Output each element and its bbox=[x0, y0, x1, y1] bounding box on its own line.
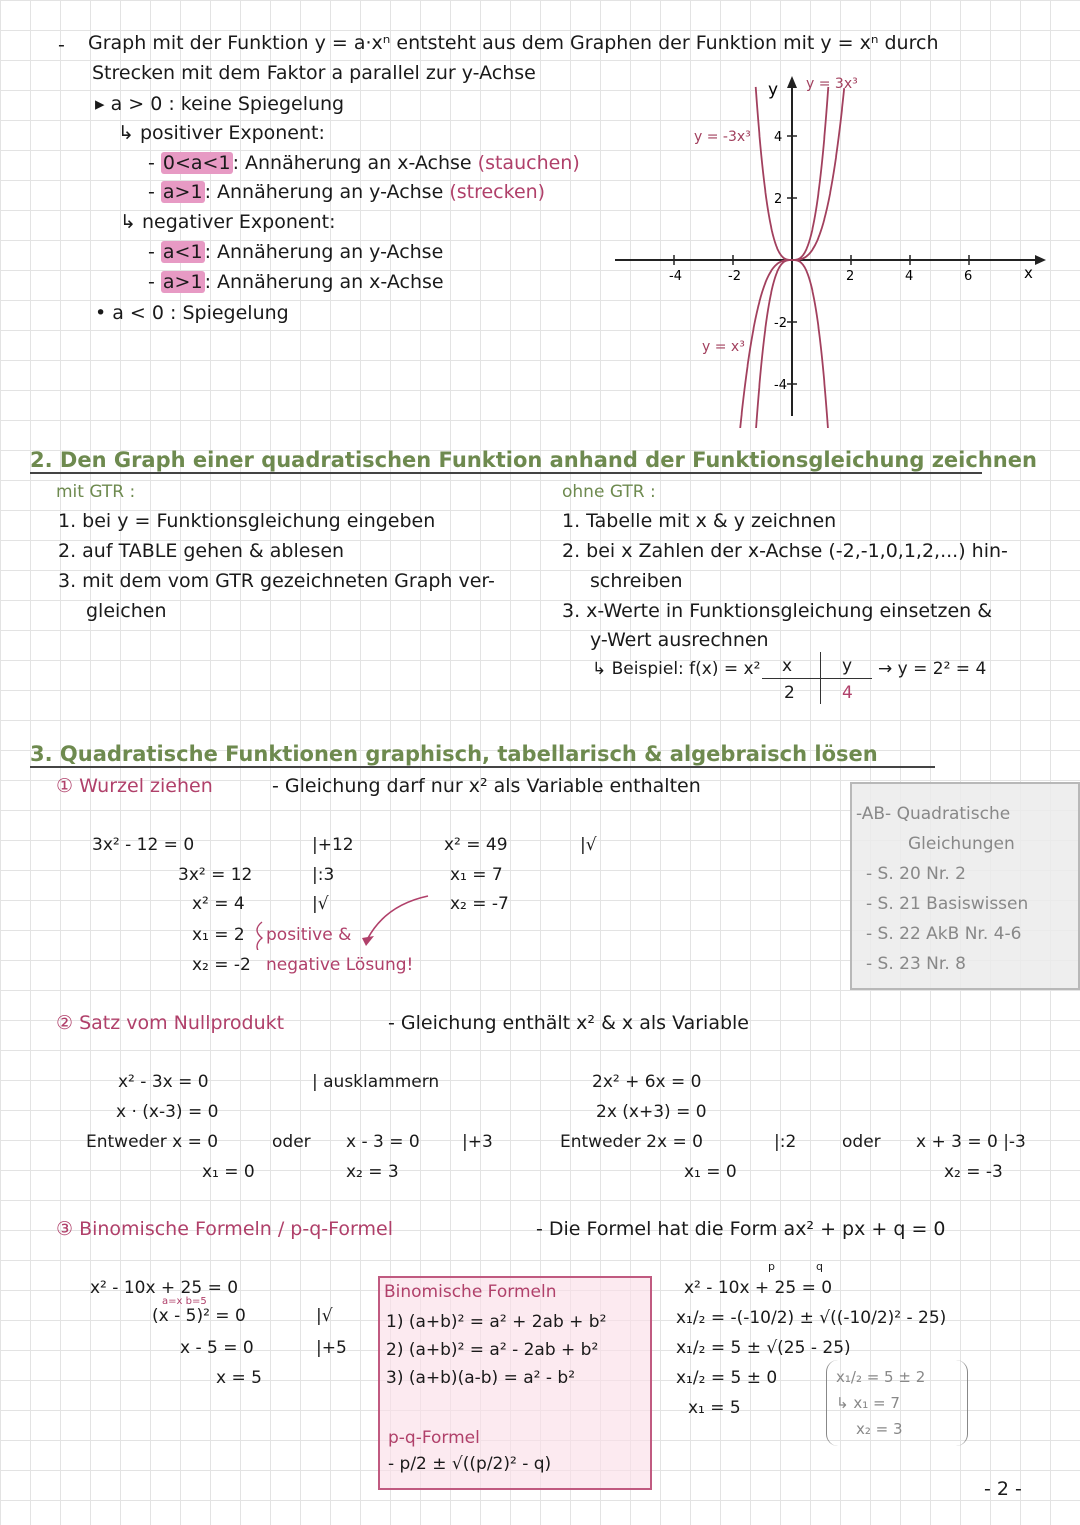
y-tick-label: -2 bbox=[774, 316, 787, 331]
m2-right-or: oder bbox=[842, 1132, 881, 1152]
m1-eq-2: 3x² = 12 bbox=[178, 865, 253, 885]
gtr-step-3: 3. mit dem vom GTR gezeichneten Graph ver- bbox=[58, 570, 495, 592]
m3-left-1: x² - 10x + 25 = 0 bbox=[90, 1278, 239, 1298]
table-value-y: 4 bbox=[842, 683, 853, 703]
m3-left-ab: a=x b=5 bbox=[162, 1296, 207, 1307]
m2-left-1: x² - 3x = 0 bbox=[118, 1072, 209, 1092]
table-header-y: y bbox=[842, 656, 853, 676]
ab-box-line-1: -AB- Quadratische bbox=[856, 804, 1011, 824]
m3-left-4: x = 5 bbox=[216, 1368, 262, 1388]
manual-step-2: 2. bei x Zahlen der x-Achse (-2,-1,0,1,2,...) hin- bbox=[562, 540, 1008, 562]
m1-arrow bbox=[250, 890, 450, 950]
method-2-title: ② Satz vom Nullprodukt bbox=[56, 1012, 285, 1034]
y-tick-label: -4 bbox=[774, 378, 787, 393]
gtr-step-1: 1. bei y = Funktionsgleichung eingeben bbox=[58, 510, 436, 532]
m3-bracket-1: x₁/₂ = 5 ± 2 bbox=[836, 1368, 926, 1386]
manual-step-1: 1. Tabelle mit x & y zeichnen bbox=[562, 510, 837, 532]
method-3-title: ③ Binomische Formeln / p-q-Formel bbox=[56, 1218, 393, 1240]
mit-gtr-heading: mit GTR : bbox=[56, 482, 136, 502]
cubic-function-graph bbox=[610, 68, 1050, 428]
m1-eq-5: x₂ = -2 bbox=[192, 955, 251, 975]
intro-line-2: Strecken mit dem Faktor a parallel zur y-Achse bbox=[92, 62, 536, 84]
m3-bracket-3: x₂ = 3 bbox=[856, 1420, 903, 1438]
m2-right-or-eq: x + 3 = 0 |-3 bbox=[916, 1132, 1026, 1152]
m1-eq-4: x₁ = 2 bbox=[192, 925, 245, 945]
binom-1: 1) (a+b)² = a² + 2ab + b² bbox=[386, 1312, 607, 1332]
x-axis-arrow bbox=[1035, 255, 1046, 265]
ab-box-line-6: - S. 23 Nr. 8 bbox=[866, 954, 966, 974]
intro-line-1: Graph mit der Funktion y = a·xⁿ entsteht aus dem Graphen der Funktion mit y = xⁿ durch bbox=[88, 32, 939, 54]
m1-op-3: |√ bbox=[312, 894, 329, 914]
m1-eq-1: 3x² - 12 = 0 bbox=[92, 835, 195, 855]
m3-right-3: x₁/₂ = 5 ± √(25 - 25) bbox=[676, 1338, 851, 1358]
m2-left-2: x · (x-3) = 0 bbox=[116, 1102, 219, 1122]
x-tick-label: 6 bbox=[964, 269, 973, 284]
m3-right-4: x₁/₂ = 5 ± 0 bbox=[676, 1368, 778, 1388]
label-neg-3x3: y = -3x³ bbox=[694, 129, 751, 145]
section-3-title: 3. Quadratische Funktionen graphisch, tabellarisch & algebraisch lösen bbox=[30, 742, 878, 766]
section-3-underline bbox=[30, 766, 935, 768]
m3-left-op-3: |+5 bbox=[316, 1338, 347, 1358]
m3-right-5: x₁ = 5 bbox=[688, 1398, 741, 1418]
m1-b-eq-2: x₁ = 7 bbox=[450, 865, 503, 885]
m3-right-2: x₁/₂ = -(-10/2) ± √((-10/2)² - 25) bbox=[676, 1308, 947, 1328]
m1-note-1: positive & bbox=[266, 925, 352, 945]
m2-right-1: 2x² + 6x = 0 bbox=[592, 1072, 702, 1092]
binomial-formula-box bbox=[378, 1276, 652, 1490]
manual-step-2-cont: schreiben bbox=[590, 570, 683, 592]
x-axis-label: x bbox=[1024, 264, 1033, 282]
example-label: ↳ Beispiel: f(x) = x² bbox=[592, 659, 761, 679]
m2-left-or-eq: x - 3 = 0 bbox=[346, 1132, 420, 1152]
method-2-rule: - Gleichung enthält x² & x als Variable bbox=[388, 1012, 749, 1034]
m2-left-3: Entweder x = 0 bbox=[86, 1132, 219, 1152]
m2-left-or: oder bbox=[272, 1132, 311, 1152]
section-2-underline bbox=[30, 472, 982, 474]
m2-left-4: x₁ = 0 bbox=[202, 1162, 255, 1182]
m3-right-1: x² - 10x + 25 = 0 bbox=[684, 1278, 833, 1298]
x-tick-label: -4 bbox=[669, 269, 682, 284]
positive-exponent: ↳ positiver Exponent: bbox=[118, 122, 325, 144]
m3-bracket-2: ↳ x₁ = 7 bbox=[836, 1394, 900, 1412]
m3-left-2: (x - 5)² = 0 bbox=[152, 1306, 246, 1326]
label-x3: y = x³ bbox=[702, 339, 745, 355]
m3-left-3: x - 5 = 0 bbox=[180, 1338, 254, 1358]
y-axis-label: y bbox=[768, 80, 779, 100]
binom-2: 2) (a+b)² = a² - 2ab + b² bbox=[386, 1340, 599, 1360]
m2-right-2: 2x (x+3) = 0 bbox=[596, 1102, 707, 1122]
m1-note-2: negative Lösung! bbox=[266, 955, 414, 975]
m2-right-3: Entweder 2x = 0 bbox=[560, 1132, 703, 1152]
m1-eq-3: x² = 4 bbox=[192, 894, 245, 914]
gtr-step-3-cont: gleichen bbox=[86, 600, 167, 622]
m3-left-op-2: |√ bbox=[316, 1306, 333, 1326]
table-hline bbox=[762, 678, 872, 679]
y-axis-arrow bbox=[787, 76, 797, 88]
y-tick-label: 4 bbox=[774, 130, 783, 145]
ab-reference-box bbox=[850, 782, 1080, 990]
pq-formula: - p/2 ± √((p/2)² - q) bbox=[388, 1454, 552, 1474]
neg-item-1: - a<1 : Annäherung an y-Achse bbox=[148, 241, 444, 263]
ab-box-line-3: - S. 20 Nr. 2 bbox=[866, 864, 966, 884]
bullet-dash: - bbox=[58, 34, 65, 56]
pos-item-1: - 0<a<1 : Annäherung an x-Achse (stauchen) bbox=[148, 152, 580, 174]
m2-right-op: |:2 bbox=[774, 1132, 797, 1152]
x-tick-label: 2 bbox=[846, 269, 855, 284]
m2-left-or-res: x₂ = 3 bbox=[346, 1162, 399, 1182]
pos-item-2: - a>1 : Annäherung an y-Achse (strecken) bbox=[148, 181, 546, 203]
m1-op-1: |+12 bbox=[312, 835, 354, 855]
table-vline bbox=[820, 652, 821, 704]
binom-title: Binomische Formeln bbox=[384, 1282, 557, 1302]
m2-right-4: x₁ = 0 bbox=[684, 1162, 737, 1182]
method-1-title: ① Wurzel ziehen bbox=[56, 775, 213, 797]
negative-exponent: ↳ negativer Exponent: bbox=[120, 211, 336, 233]
x-tick-label: -2 bbox=[728, 269, 741, 284]
x-tick-label: 4 bbox=[905, 269, 914, 284]
ab-box-line-5: - S. 22 AkB Nr. 4-6 bbox=[866, 924, 1022, 944]
ohne-gtr-heading: ohne GTR : bbox=[562, 482, 656, 502]
manual-step-3: 3. x-Werte in Funktionsgleichung einsetzen & bbox=[562, 600, 993, 622]
m2-left-or-op: |+3 bbox=[462, 1132, 493, 1152]
pq-label-p: p bbox=[768, 1260, 775, 1273]
y-tick-label: 2 bbox=[774, 192, 783, 207]
m1-op-2: |:3 bbox=[312, 865, 335, 885]
table-header-x: x bbox=[782, 656, 793, 676]
manual-step-3-cont: y-Wert ausrechnen bbox=[590, 629, 769, 651]
a-positive: ▸ a > 0 : keine Spiegelung bbox=[95, 93, 345, 115]
section-2-title: 2. Den Graph einer quadratischen Funktion anhand der Funktionsgleichung zeichnen bbox=[30, 448, 1037, 472]
label-3x3: y = 3x³ bbox=[806, 76, 858, 92]
pq-title: p-q-Formel bbox=[388, 1428, 480, 1448]
page-number: - 2 - bbox=[984, 1478, 1022, 1500]
m1-b-eq-3: x₂ = -7 bbox=[450, 894, 509, 914]
m2-left-op: | ausklammern bbox=[312, 1072, 440, 1092]
a-negative: • a < 0 : Spiegelung bbox=[95, 302, 289, 324]
m1-b-eq-1: x² = 49 bbox=[444, 835, 508, 855]
pq-label-q: q bbox=[816, 1260, 823, 1273]
m1-b-op: |√ bbox=[580, 835, 597, 855]
table-result: → y = 2² = 4 bbox=[878, 659, 987, 679]
table-value-x: 2 bbox=[784, 683, 795, 703]
gtr-step-2: 2. auf TABLE gehen & ablesen bbox=[58, 540, 345, 562]
method-1-rule: - Gleichung darf nur x² als Variable enthalten bbox=[272, 775, 701, 797]
m2-right-or-res: x₂ = -3 bbox=[944, 1162, 1003, 1182]
method-3-rule: - Die Formel hat die Form ax² + px + q = 0 bbox=[536, 1218, 946, 1240]
binom-3: 3) (a+b)(a-b) = a² - b² bbox=[386, 1368, 576, 1388]
ab-box-line-4: - S. 21 Basiswissen bbox=[866, 894, 1029, 914]
neg-item-2: - a>1 : Annäherung an x-Achse bbox=[148, 271, 444, 293]
ab-box-line-2: Gleichungen bbox=[908, 834, 1015, 854]
